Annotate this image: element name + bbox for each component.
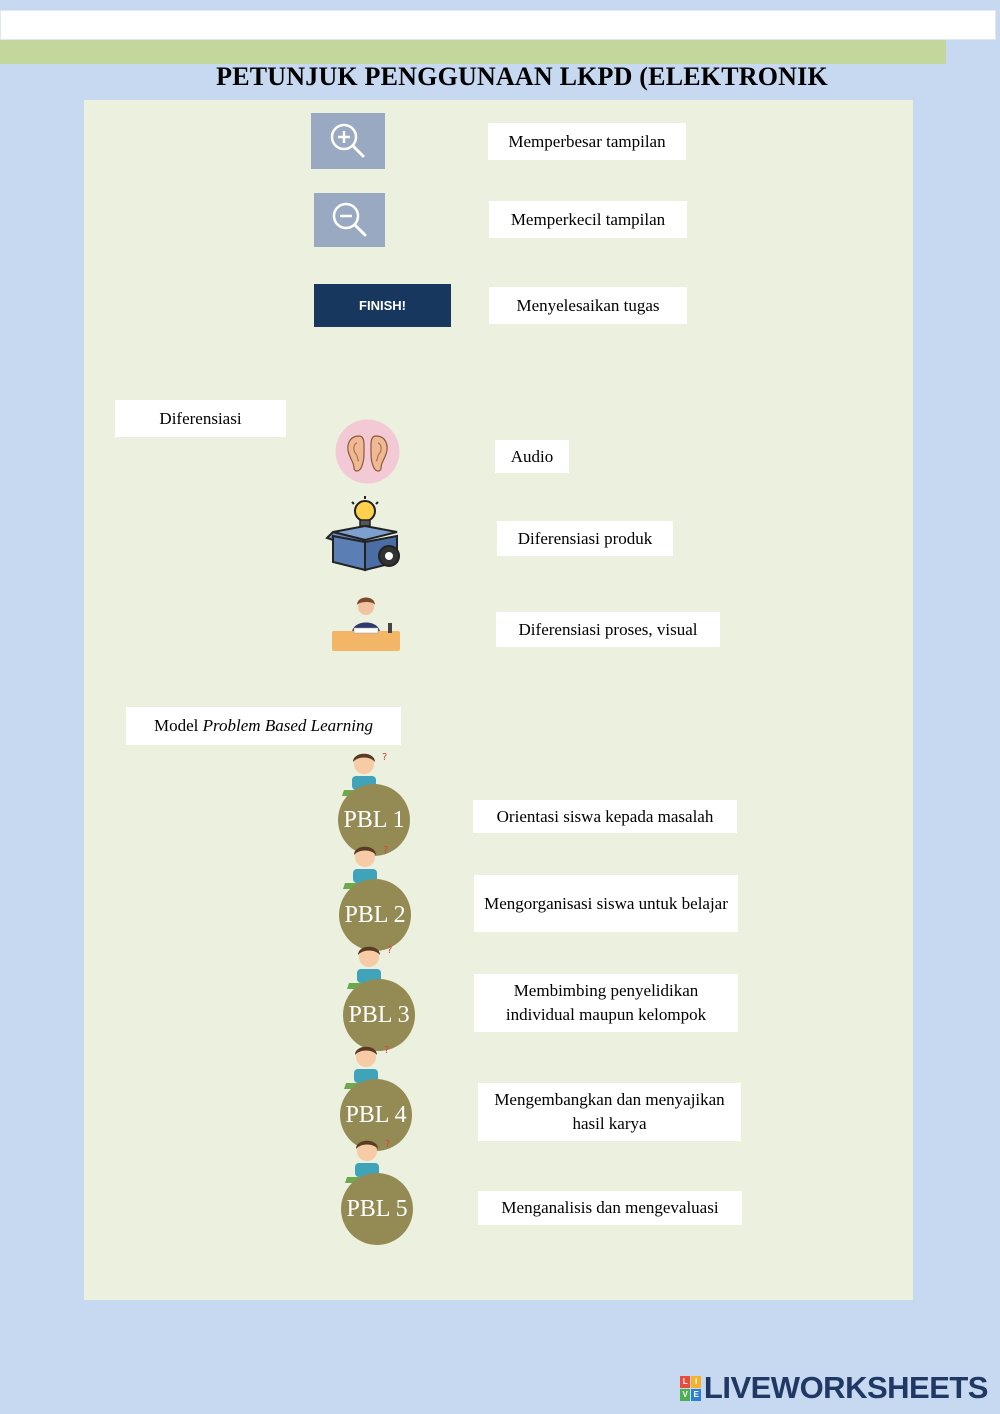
- pbl-step-5[interactable]: [341, 1137, 421, 1243]
- pbl-step-label: Mengembangkan dan menyajikan hasil karya: [478, 1083, 741, 1141]
- svg-text:?: ?: [383, 845, 389, 856]
- pbl-step-2[interactable]: [339, 843, 419, 949]
- logo-text: LIVEWORKSHEETS: [703, 1370, 988, 1405]
- logo-letter: E: [691, 1389, 701, 1401]
- pbl-step-3[interactable]: [343, 943, 423, 1049]
- zoom-in-button[interactable]: [311, 113, 385, 169]
- pbl-step-4[interactable]: [340, 1043, 420, 1149]
- pbl-badge: PBL 5: [341, 1173, 413, 1245]
- student-writing-icon[interactable]: [330, 593, 402, 653]
- svg-text:?: ?: [382, 752, 388, 763]
- ear-icon[interactable]: [335, 419, 400, 484]
- audio-label: Audio: [495, 440, 569, 473]
- pbl-badge: PBL 2: [339, 879, 411, 951]
- svg-text:?: ?: [384, 1045, 390, 1056]
- pbl-badge: PBL 3: [343, 979, 415, 1051]
- zoom-out-button[interactable]: [314, 193, 385, 247]
- zoom-in-label: Memperbesar tampilan: [488, 123, 686, 160]
- zoom-out-label: Memperkecil tampilan: [489, 201, 687, 238]
- logo-letter: V: [680, 1389, 690, 1401]
- logo-mark-icon: [680, 1376, 701, 1401]
- page-title: PETUNJUK PENGGUNAAN LKPD (ELEKTRONIK: [216, 62, 828, 91]
- model-heading-prefix: Model: [154, 716, 203, 735]
- differentiation-heading: Diferensiasi: [115, 400, 286, 437]
- finish-label: Menyelesaikan tugas: [489, 287, 687, 324]
- finish-button[interactable]: FINISH!: [314, 284, 451, 327]
- svg-text:?: ?: [387, 945, 393, 956]
- pbl-step-label: Mengorganisasi siswa untuk belajar: [474, 875, 738, 932]
- logo-letter: I: [691, 1376, 701, 1388]
- top-white-bar: [0, 10, 996, 40]
- zoom-out-icon: [328, 198, 372, 242]
- pbl-step-label: Membimbing penyelidikan individual maupun kelompok: [474, 974, 738, 1032]
- zoom-in-icon: [326, 119, 370, 163]
- pbl-badge: PBL 4: [340, 1079, 412, 1151]
- svg-text:?: ?: [385, 1139, 391, 1150]
- pbl-badge: PBL 1: [338, 784, 410, 856]
- pbl-step-label: Menganalisis dan mengevaluasi: [478, 1191, 742, 1225]
- logo-letter: L: [680, 1376, 690, 1388]
- product-differentiation-label: Diferensiasi produk: [497, 521, 673, 556]
- model-heading-italic: Problem Based Learning: [202, 716, 373, 735]
- idea-box-icon[interactable]: [325, 494, 405, 574]
- process-differentiation-label: Diferensiasi proses, visual: [496, 612, 720, 647]
- liveworksheets-logo[interactable]: [680, 1370, 988, 1406]
- top-green-bar: [0, 40, 946, 64]
- pbl-step-label: Orientasi siswa kepada masalah: [473, 800, 737, 833]
- pbl-step-1[interactable]: [338, 750, 418, 856]
- model-heading: [126, 707, 401, 745]
